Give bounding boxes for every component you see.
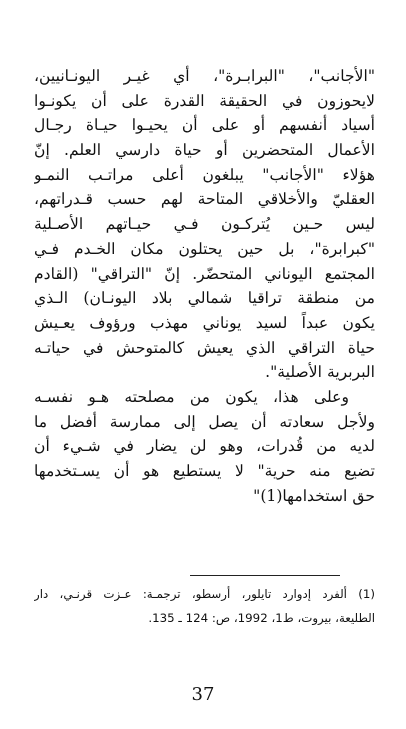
text-line: العقليّ والأخلاقي المتاحة لهم حسب قـدراتهم، bbox=[34, 190, 375, 209]
text-line: لديه من قُدرات، وهو لن يضار في شـيء أن bbox=[34, 437, 375, 456]
text-line: تضيع منه حرية" لا يستطيع هو أن يسـتخدمها bbox=[34, 462, 375, 480]
text-line: البربرية الأصلية". bbox=[265, 363, 375, 382]
text-line: من منطقة تراقيا شمالي بلاد اليونـان) الـذي bbox=[34, 289, 375, 308]
text-line: حياة التراقي الذي يعيش كالمتوحش في حياتـه bbox=[34, 338, 375, 357]
main-text bbox=[34, 64, 375, 508]
text-line: "كبرابرة"، بل حين يحتلون مكان الخـدم فـي bbox=[34, 239, 375, 258]
footnote-line: (1) ألفرد إدوارد تايلور، أرسطو، ترجمـة: عـزت قرنـي، دار bbox=[34, 587, 375, 601]
footnote-line: الطليعة، بيروت، ط1، 1992، ص: 124 ـ 135. bbox=[148, 611, 375, 625]
text-line: المجتمع اليوناني المتحضّر. إنّ "التراقي" (القادم bbox=[34, 264, 375, 283]
text-line: هؤلاء "الأجانب" يبلغون أعلى مراتـب النمـو bbox=[34, 165, 375, 184]
text-line: ليس حـين يُتركـون فـي حيـاتهم الأصـلية bbox=[34, 215, 375, 234]
text-line: وعلى هذا، يكون من مصلحته هـو نفسـه bbox=[34, 387, 349, 406]
footnote-divider bbox=[190, 575, 340, 576]
text-line: ولأجل سعادته أن يصل إلى ممارسة أفضل ما bbox=[34, 412, 375, 431]
footnotes bbox=[34, 582, 375, 630]
text-line: الأعمال المتحضرين أو حياة دارسي العلم. إنّ bbox=[34, 141, 375, 160]
text-line: حق استخدامها(1)" bbox=[253, 486, 375, 505]
text-line: أسياد أنفسهم أو على أن يحيـوا حيـاة رجـال bbox=[34, 116, 375, 135]
text-line: لايحوزون في الحقيقة القدرة على أن يكونـوا bbox=[34, 91, 375, 110]
text-line: "الأجانب"، "البرابـرة"، أي غيـر اليونـانيين، bbox=[34, 67, 375, 85]
page-number: 37 bbox=[191, 684, 215, 705]
text-line: يكون عبداً لسيد يوناني مهذب ورؤوف يعـيش bbox=[34, 313, 375, 332]
